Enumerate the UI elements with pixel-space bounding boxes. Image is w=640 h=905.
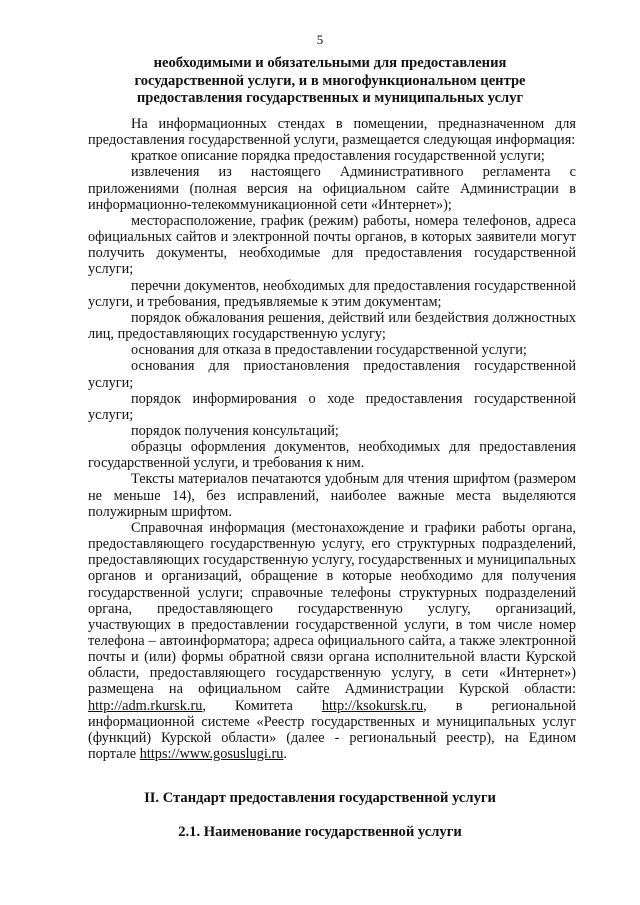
list-item: порядок обжалования решения, действий или бездействия должностных лиц, предоставляющих государственную услугу;	[88, 309, 576, 343]
heading-line: предоставления государственных и муниципальных услуг	[136, 90, 524, 106]
reference-text: , в региональной информационной системе «Реестр государственных и муниципальных услуг (функций) Курской области» (далее - региональный реестр), на Едином портале	[88, 697, 576, 763]
reference-text: .	[283, 746, 287, 763]
list-item: перечни документов, необходимых для предоставления государственной услуги, и требования, предъявляемые к этим документам;	[88, 277, 576, 310]
link-gosuslugi-portal[interactable]: https://www.gosuslugi.ru	[139, 746, 284, 763]
list-item: краткое описание порядка предоставления государственной услуги;	[131, 148, 545, 165]
paragraph-reference-info	[88, 520, 576, 762]
section-heading-continued	[88, 55, 572, 108]
list-item: основания для отказа в предоставлении государственной услуги;	[131, 342, 527, 359]
paragraph-intro: На информационных стендах в помещении, предназначенном для предоставления государственной услуги, размещается следующая информация:	[88, 116, 576, 149]
subsection-heading: 2.1. Наименование государственной услуги	[178, 824, 462, 840]
reference-text: , Комитета	[202, 697, 322, 714]
page-number: 5	[316, 32, 324, 47]
paragraph-font-requirements: Тексты материалов печатаются удобным для чтения шрифтом (размером не меньше 14), без исправлений, наиболее важные места выделяются полужирным шрифтом.	[88, 471, 576, 520]
heading-line: государственной услуги, и в многофункциональном центре	[134, 72, 526, 89]
reference-text: Справочная информация (местонахождение и графики работы органа, предоставляющего государственную услугу, его структурных подразделений, предоставляющих государственную услугу, государственных и муниципальных органов и организаций, обращение в которые необходимо для получения государственной услуги; справочные телефоны структурных подразделений органа, предоставляющего государственную услугу, организаций, участвующих в предоставлении государственной услуги, в том числе номер телефона – автоинформатора; адреса официального сайта, а также электронной почты и (или) формы обратной связи органа исполнительной власти Курской области, предоставляющего государственную услугу, в сети «Интернет») размещена на официальном сайте Администрации Курской области:	[88, 519, 576, 698]
list-item: основания для приостановления предоставления государственной услуги;	[88, 358, 576, 391]
link-committee-site[interactable]: http://ksokursk.ru	[321, 697, 424, 714]
list-item: порядок информирования о ходе предоставления государственной услуги;	[88, 390, 576, 423]
link-admin-site[interactable]: http://adm.rkursk.ru	[88, 697, 203, 714]
list-item: порядок получения консультаций;	[131, 422, 339, 439]
list-item: образцы оформления документов, необходимых для предоставления государственной услуги, и требования к ним.	[88, 439, 576, 472]
list-item: извлечения из настоящего Административного регламента с приложениями (полная версия на официальном сайте Администрации в информационно-телекоммуникационной сети «Интернет»);	[88, 164, 576, 213]
body-text	[88, 116, 576, 762]
heading-line: необходимыми и обязательными для предоставления	[153, 55, 507, 71]
section-heading: II. Стандарт предоставления государственной услуги	[144, 790, 496, 806]
list-item: месторасположение, график (режим) работы, номера телефонов, адреса официальных сайтов и электронной почты органов, в которых заявители могут получить документы, необходимые для предоставления государственной услуги;	[88, 212, 576, 278]
